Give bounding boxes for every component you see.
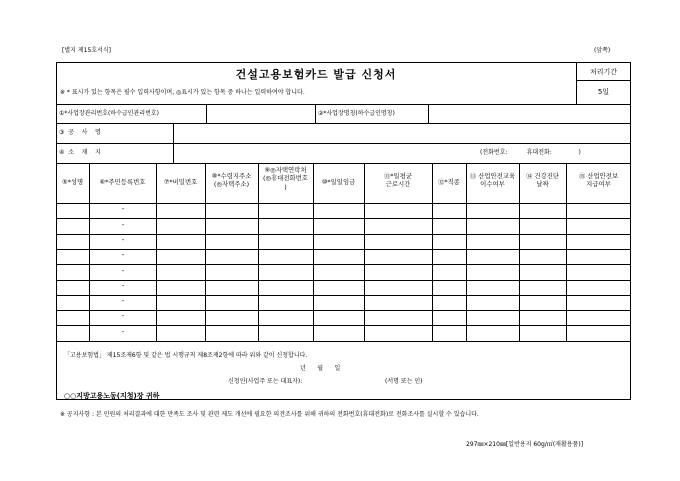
processing-label: 처리기간	[589, 68, 618, 76]
site-name-field[interactable]	[174, 124, 629, 143]
instruction-text: ※ * 표시가 있는 항목은 필수 입력사항이며, ◎표시가 있는 항목 중 하나는 입력하여야 합니다.	[60, 89, 305, 96]
signature-label: (서명 또는 인)	[385, 378, 423, 385]
recipient: ○○지방고용노동(지청)장 귀하	[64, 392, 160, 400]
table-row[interactable]: -	[121, 328, 125, 336]
form-code: [별지 제15호서식]	[62, 47, 111, 54]
col-header-resident-no: ⑥*주민등록번호	[99, 178, 146, 186]
table-row[interactable]: -	[121, 205, 125, 213]
mgmt-no-label: ①*사업장관리번호(하수급인관리번호)	[59, 110, 160, 117]
col-header-name: ⑤*성명	[61, 178, 84, 186]
table-row[interactable]: -	[121, 236, 125, 244]
address-field[interactable]	[174, 144, 474, 163]
table-row[interactable]: -	[121, 251, 125, 259]
paper-spec: 297㎜×210㎜[일반용지 60g/㎡(재활용품)]	[466, 441, 584, 448]
business-name-field[interactable]	[429, 105, 629, 123]
col-header-occupation: ⑫*직종	[438, 178, 460, 186]
declaration-text: 「고용보험법」 제15조제6항 및 같은 법 시행규칙 제8조제2항에 따라 위와 같이 신청합니다.	[64, 352, 308, 359]
contact-info: (전화번호: 휴대전화: )	[480, 149, 581, 156]
col-header-work-hours: ⑪*일평균 근로시간	[383, 172, 413, 189]
table-row[interactable]: -	[121, 221, 125, 229]
processing-value: 5일	[597, 88, 610, 96]
table-row[interactable]: -	[121, 297, 125, 305]
address-label: ④ 소 재 지	[59, 149, 101, 156]
mgmt-no-field[interactable]	[207, 105, 315, 123]
site-name-label: ③ 공 사 명	[59, 129, 101, 136]
col-header-safety-gear: ⑮ 산업안전보 지급여부	[578, 172, 619, 189]
date-line: 년 월 일	[300, 365, 341, 372]
col-header-address: ⑧*수령지주소 (◎자택주소)	[211, 172, 252, 189]
table-row[interactable]: -	[121, 267, 125, 275]
form-title: 건설고용보험카드 발급 신청서	[235, 68, 397, 81]
side-note: (앞쪽)	[594, 47, 611, 54]
col-header-contact: ⑨◎자택연락처 (◎휴대전화번호 )	[262, 166, 309, 191]
col-header-safety-edu: ⑬ 산업안전교육 이수여부	[469, 172, 516, 189]
applicant-label: 신청인(사업주 또는 대표자):	[228, 378, 303, 385]
notice-text: ※ 공지사항 : 본 민원의 처리결과에 대한 만족도 조사 및 관련 제도 개선에 필요한 의견조사를 위해 귀하의 전화번호(휴대전화)로 전화조사를 실시할 수 있습니다.	[60, 411, 479, 418]
col-header-password: ⑦*비밀번호	[163, 178, 198, 186]
col-header-daily-wage: ⑩*일일임금	[321, 178, 356, 186]
col-header-health-check: ⑭ 건강진단 날짜	[525, 172, 560, 189]
business-name-label: ②*사업장명칭(하수급인명칭)	[318, 110, 395, 117]
table-row[interactable]: -	[121, 312, 125, 320]
table-row[interactable]: -	[121, 282, 125, 290]
